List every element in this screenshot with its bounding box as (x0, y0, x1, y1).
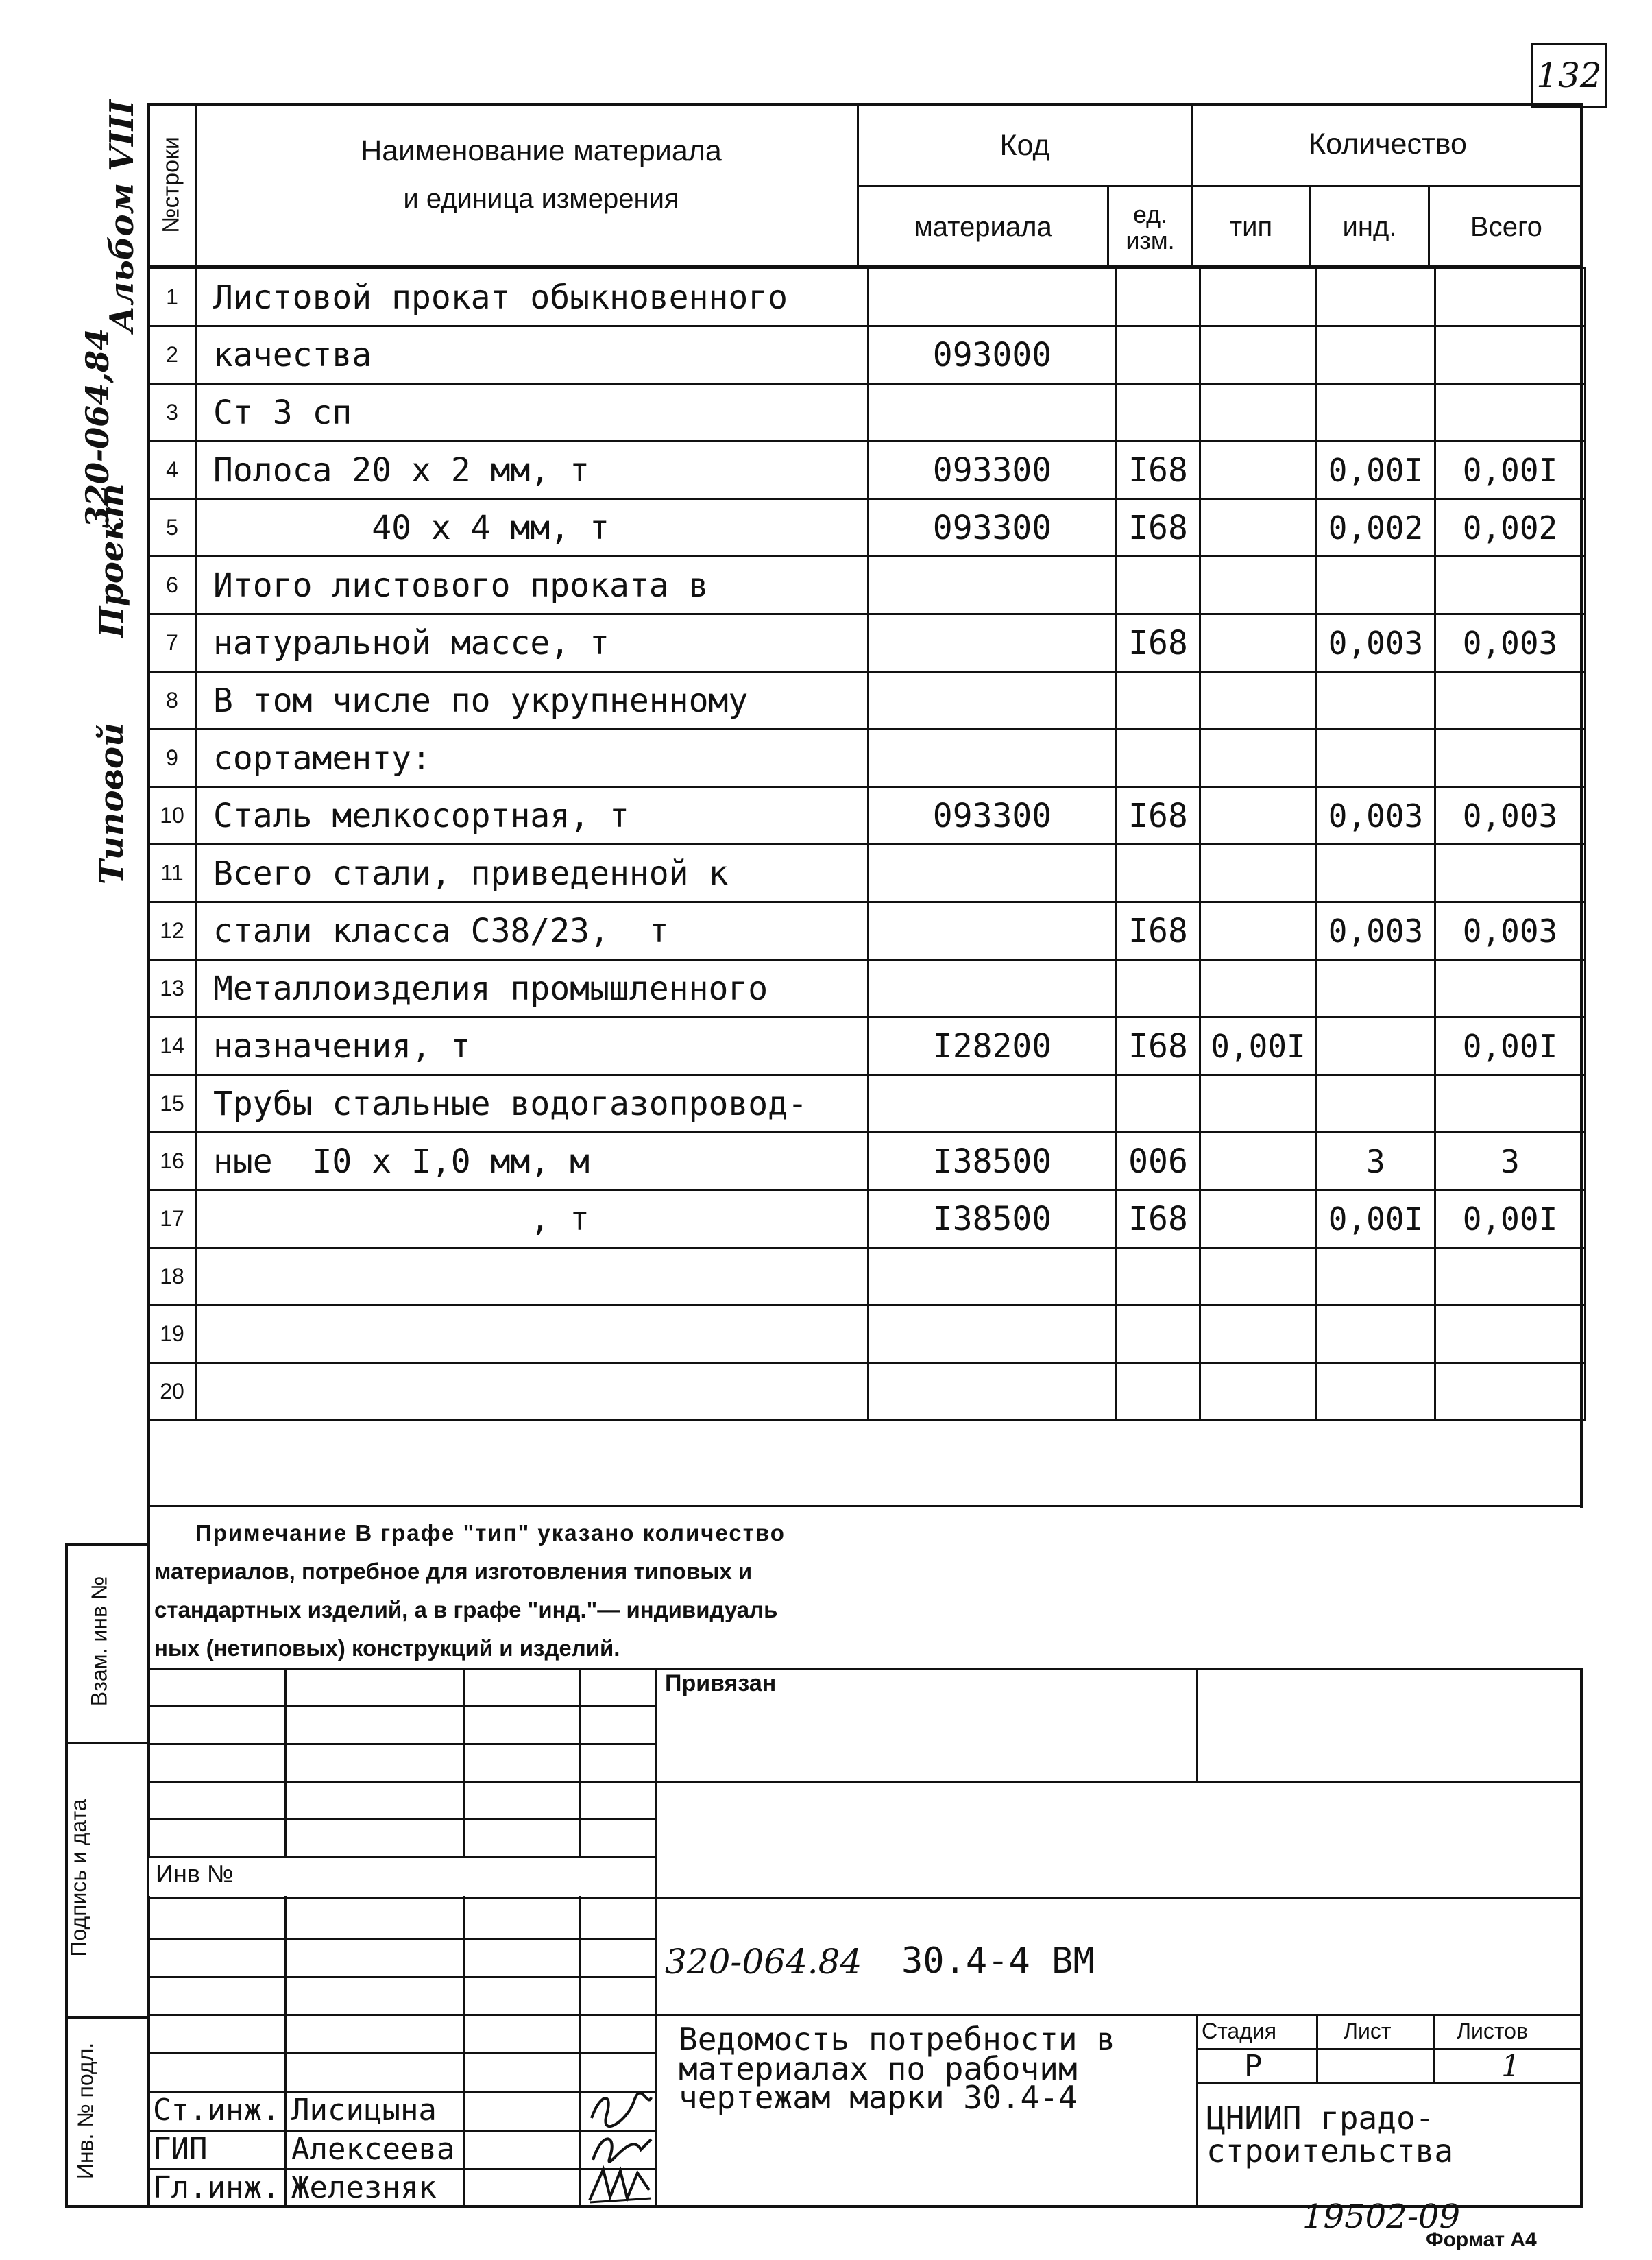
table-row (149, 384, 1586, 442)
unit-code: I68 (1117, 1018, 1200, 1075)
qty-ind (1317, 269, 1435, 326)
header-quantity: Количество (1309, 127, 1467, 160)
doc-code: 30.4-4 ВМ (901, 1940, 1095, 1982)
material-name: Всего стали, приведенной к (196, 845, 868, 902)
material-code: 093300 (868, 442, 1117, 499)
org-line-2: строительства (1206, 2132, 1454, 2169)
material-name: , т (196, 1190, 868, 1248)
qty-total (1435, 672, 1586, 730)
list-label: Лист (1344, 2019, 1392, 2043)
row-number: 4 (149, 442, 196, 499)
qty-ind (1317, 384, 1435, 442)
qty-total: 3 (1435, 1133, 1586, 1190)
table-row (149, 1190, 1586, 1248)
person-name-1: Лисицына (291, 2093, 437, 2128)
unit-code: I68 (1117, 902, 1200, 960)
unit-code: I68 (1117, 442, 1200, 499)
material-name: ные I0 х I,0 мм, м (196, 1133, 868, 1190)
qty-total (1435, 730, 1586, 787)
row-number: 19 (149, 1306, 196, 1363)
row-number: 9 (149, 730, 196, 787)
row-number: 20 (149, 1363, 196, 1421)
signature-2 (586, 2126, 655, 2167)
row-number: 1 (149, 269, 196, 326)
qty-total (1435, 1248, 1586, 1306)
unit-code (1117, 672, 1200, 730)
material-code (868, 845, 1117, 902)
materials-table (147, 267, 1586, 1421)
qty-total (1435, 326, 1586, 384)
qty-ind (1317, 1018, 1435, 1075)
unit-code: I68 (1117, 614, 1200, 672)
material-code (868, 614, 1117, 672)
qty-type (1200, 614, 1317, 672)
material-code: I38500 (868, 1133, 1117, 1190)
material-name: Итого листового проката в (196, 557, 868, 614)
table-row (149, 960, 1586, 1018)
header-code-unit: ед. изм. (1126, 200, 1175, 254)
org-line-1: ЦНИИП градо- (1206, 2100, 1435, 2137)
row-number: 14 (149, 1018, 196, 1075)
qty-ind (1317, 1363, 1435, 1421)
side-typical: Типовой (93, 723, 131, 885)
unit-code (1117, 730, 1200, 787)
qty-total (1435, 384, 1586, 442)
material-name: 40 х 4 мм, т (196, 499, 868, 557)
qty-type (1200, 442, 1317, 499)
unit-code (1117, 269, 1200, 326)
table-row (149, 1363, 1586, 1421)
listov-value: 1 (1501, 2049, 1520, 2084)
material-name: Листовой прокат обыкновенного (196, 269, 868, 326)
stadia-label: Стадия (1202, 2019, 1277, 2043)
table-row (149, 1248, 1586, 1306)
qty-ind: 0,003 (1317, 902, 1435, 960)
table-row (149, 672, 1586, 730)
listov-label: Листов (1457, 2019, 1528, 2043)
label-podpis: Подпись и дата (66, 1799, 91, 1957)
material-code (868, 1363, 1117, 1421)
note-line-1: Примечание В графе "тип" указано количество (195, 1520, 786, 1546)
material-name: Металлоизделия промышленного (196, 960, 868, 1018)
table-row (149, 787, 1586, 845)
side-number: 320-064,84 (79, 328, 116, 528)
row-number: 11 (149, 845, 196, 902)
table-row (149, 614, 1586, 672)
qty-type (1200, 787, 1317, 845)
material-name: Полоса 20 х 2 мм, т (196, 442, 868, 499)
table-row (149, 269, 1586, 326)
unit-code: I68 (1117, 1190, 1200, 1248)
material-code (868, 557, 1117, 614)
material-name: натуральной массе, т (196, 614, 868, 672)
table-row (149, 730, 1586, 787)
material-name: Ст 3 сп (196, 384, 868, 442)
qty-total: 0,003 (1435, 902, 1586, 960)
doc-title-2: материалах по рабочим (679, 2050, 1078, 2087)
table-row (149, 1018, 1586, 1075)
unit-code (1117, 1306, 1200, 1363)
inv-no-label: Инв № (156, 1860, 234, 1888)
note-block (147, 1505, 1583, 1670)
qty-type: 0,00I (1200, 1018, 1317, 1075)
qty-ind: 3 (1317, 1133, 1435, 1190)
qty-total (1435, 1306, 1586, 1363)
footer-code: 19502-09 (1302, 2198, 1460, 2236)
row-number: 5 (149, 499, 196, 557)
qty-ind: 0,002 (1317, 499, 1435, 557)
material-code: 093000 (868, 326, 1117, 384)
table-header (147, 103, 1583, 267)
qty-total (1435, 845, 1586, 902)
row-number: 17 (149, 1190, 196, 1248)
qty-total: 0,003 (1435, 787, 1586, 845)
material-name: Трубы стальные водогазопровод- (196, 1075, 868, 1133)
table-row (149, 499, 1586, 557)
table-row (149, 1133, 1586, 1190)
qty-type (1200, 557, 1317, 614)
table-row (149, 326, 1586, 384)
material-name: В том числе по укрупненному (196, 672, 868, 730)
header-code-material: материала (914, 212, 1052, 242)
qty-type (1200, 326, 1317, 384)
row-number: 6 (149, 557, 196, 614)
qty-ind (1317, 557, 1435, 614)
material-name: стали класса С38/23, т (196, 902, 868, 960)
qty-type (1200, 902, 1317, 960)
qty-ind (1317, 845, 1435, 902)
side-project: Проект (93, 483, 131, 638)
doc-title-1: Ведомость потребности в (679, 2021, 1115, 2058)
material-name: сортаменту: (196, 730, 868, 787)
table-row (149, 845, 1586, 902)
qty-ind (1317, 1248, 1435, 1306)
qty-ind: 0,00I (1317, 1190, 1435, 1248)
material-code (868, 672, 1117, 730)
privyazan-label: Привязан (665, 1670, 777, 1696)
material-code: 093300 (868, 787, 1117, 845)
table-row (149, 1306, 1586, 1363)
person-role-2: ГИП (153, 2132, 208, 2167)
qty-total (1435, 960, 1586, 1018)
qty-total: 0,002 (1435, 499, 1586, 557)
row-number: 2 (149, 326, 196, 384)
unit-code (1117, 960, 1200, 1018)
material-code (868, 1248, 1117, 1306)
qty-total (1435, 1075, 1586, 1133)
material-name: качества (196, 326, 868, 384)
signature-3 (586, 2163, 655, 2205)
qty-type (1200, 845, 1317, 902)
material-code (868, 269, 1117, 326)
unit-code (1117, 1363, 1200, 1421)
label-vzam: Взам. инв № (86, 1576, 112, 1707)
material-code: 093300 (868, 499, 1117, 557)
row-number: 3 (149, 384, 196, 442)
page-number: 132 (1531, 43, 1607, 108)
unit-code (1117, 557, 1200, 614)
unit-code (1117, 384, 1200, 442)
qty-type (1200, 499, 1317, 557)
header-code: Код (999, 129, 1050, 162)
qty-type (1200, 672, 1317, 730)
row-number: 16 (149, 1133, 196, 1190)
qty-type (1200, 269, 1317, 326)
unit-code (1117, 326, 1200, 384)
doc-title-3: чертежам марки 30.4-4 (679, 2079, 1078, 2116)
qty-total (1435, 269, 1586, 326)
header-row-no: №строки (158, 136, 184, 233)
unit-code (1117, 845, 1200, 902)
qty-type (1200, 384, 1317, 442)
material-code (868, 1075, 1117, 1133)
material-name: назначения, т (196, 1018, 868, 1075)
qty-ind: 0,003 (1317, 787, 1435, 845)
label-inv: Инв. № подл. (73, 2042, 98, 2180)
table-row (149, 1075, 1586, 1133)
qty-total: 0,00I (1435, 1018, 1586, 1075)
unit-code: I68 (1117, 787, 1200, 845)
doc-hand-number: 320-064.84 (665, 1942, 862, 1982)
material-name (196, 1363, 868, 1421)
note-line-4: ных (нетиповых) конструкций и изделий. (154, 1635, 620, 1661)
unit-code (1117, 1075, 1200, 1133)
qty-ind: 0,003 (1317, 614, 1435, 672)
qty-type (1200, 730, 1317, 787)
person-name-3: Железняк (291, 2170, 437, 2205)
row-number: 13 (149, 960, 196, 1018)
material-code (868, 384, 1117, 442)
qty-ind (1317, 1075, 1435, 1133)
row-number: 7 (149, 614, 196, 672)
note-line-2: материалов, потребное для изготовления типовых и (154, 1559, 753, 1584)
person-role-1: Ст.инж. (153, 2093, 280, 2128)
qty-total: 0,003 (1435, 614, 1586, 672)
qty-type (1200, 960, 1317, 1018)
person-role-3: Гл.инж. (153, 2170, 280, 2205)
material-code: I28200 (868, 1018, 1117, 1075)
qty-total: 0,00I (1435, 1190, 1586, 1248)
unit-code: I68 (1117, 499, 1200, 557)
row-number: 10 (149, 787, 196, 845)
material-name (196, 1306, 868, 1363)
qty-total (1435, 1363, 1586, 1421)
footer-format: Формат А4 (1426, 2228, 1537, 2251)
stadia-value: Р (1244, 2049, 1263, 2084)
qty-ind (1317, 1306, 1435, 1363)
person-name-2: Алексеева (291, 2132, 455, 2167)
title-block (147, 1668, 1583, 2208)
qty-ind (1317, 672, 1435, 730)
table-row (149, 442, 1586, 499)
row-number: 15 (149, 1075, 196, 1133)
signature-1 (586, 2087, 655, 2128)
qty-ind (1317, 730, 1435, 787)
qty-ind: 0,00I (1317, 442, 1435, 499)
material-code (868, 1306, 1117, 1363)
row-number: 12 (149, 902, 196, 960)
qty-ind (1317, 326, 1435, 384)
unit-code (1117, 1248, 1200, 1306)
qty-type (1200, 1190, 1317, 1248)
qty-type (1200, 1133, 1317, 1190)
qty-type (1200, 1075, 1317, 1133)
header-q-ind: инд. (1342, 212, 1397, 242)
header-q-total: Всего (1470, 212, 1542, 242)
row-number: 8 (149, 672, 196, 730)
material-code (868, 902, 1117, 960)
qty-type (1200, 1248, 1317, 1306)
material-code: I38500 (868, 1190, 1117, 1248)
qty-type (1200, 1306, 1317, 1363)
table-row (149, 902, 1586, 960)
side-album: Альбом VIII (103, 99, 141, 333)
header-name-2: и единица измерения (403, 183, 679, 214)
unit-code: 006 (1117, 1133, 1200, 1190)
note-line-3: стандартных изделий, а в графе "инд."— индивидуаль (154, 1597, 778, 1622)
qty-ind (1317, 960, 1435, 1018)
material-name: Сталь мелкосортная, т (196, 787, 868, 845)
material-code (868, 960, 1117, 1018)
qty-total (1435, 557, 1586, 614)
qty-total: 0,00I (1435, 442, 1586, 499)
material-code (868, 730, 1117, 787)
header-q-type: тип (1229, 212, 1273, 242)
material-name (196, 1248, 868, 1306)
header-name: Наименование материала (361, 134, 722, 167)
table-row (149, 557, 1586, 614)
row-number: 18 (149, 1248, 196, 1306)
qty-type (1200, 1363, 1317, 1421)
